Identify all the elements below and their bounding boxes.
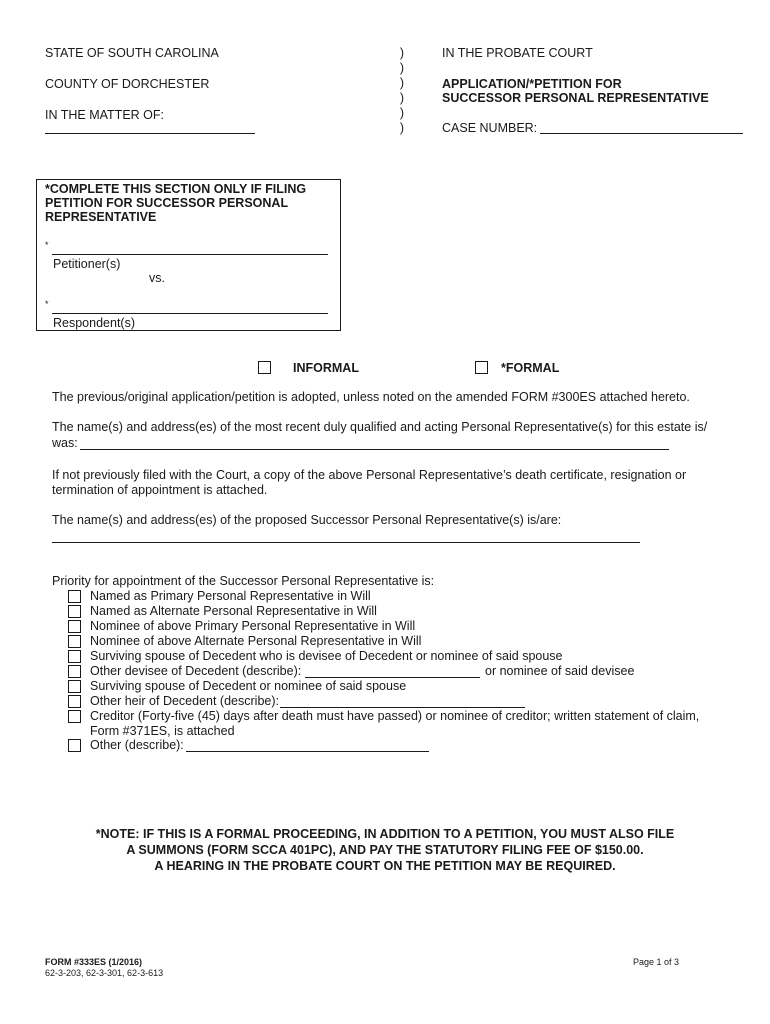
note-line2: A SUMMONS (FORM SCCA 401PC), AND PAY THE STATUTORY FILING FEE OF $150.00.: [126, 843, 644, 857]
case-number-field[interactable]: [540, 133, 743, 134]
priority-option-label: Surviving spouse of Decedent who is devisee of Decedent or nominee of said spouse: [90, 649, 563, 663]
form-title-line1: APPLICATION/*PETITION FOR: [442, 77, 622, 91]
informal-checkbox[interactable]: [258, 361, 271, 374]
petitioners-label: Petitioner(s): [53, 257, 121, 271]
court-label: IN THE PROBATE COURT: [442, 46, 593, 60]
priority-option-label: Nominee of above Alternate Personal Representative in Will: [90, 634, 422, 648]
other-describe-field[interactable]: [186, 751, 429, 752]
form-id: FORM #333ES (1/2016): [45, 957, 143, 967]
priority-checkbox[interactable]: [68, 739, 81, 752]
respondent-asterisk: *: [45, 299, 49, 309]
petitioner-name-field[interactable]: [52, 254, 328, 255]
priority-checkbox[interactable]: [68, 620, 81, 633]
priority-heading: Priority for appointment of the Successor Personal Representative is:: [52, 574, 435, 588]
form-title-line2: SUCCESSOR PERSONAL REPRESENTATIVE: [442, 91, 709, 105]
petitioner-asterisk: *: [45, 240, 49, 250]
priority-checkbox[interactable]: [68, 695, 81, 708]
state-label: STATE OF SOUTH CAROLINA: [45, 46, 219, 60]
priority-option-label: Nominee of above Primary Personal Representative in Will: [90, 619, 416, 633]
paren-divider: ): [399, 106, 405, 120]
statute-references: 62-3-203, 62-3-301, 62-3-613: [45, 968, 164, 978]
priority-checkbox[interactable]: [68, 710, 81, 723]
formal-checkbox[interactable]: [475, 361, 488, 374]
case-number-label: CASE NUMBER:: [442, 121, 538, 135]
creditor-line2-label: Form #371ES, is attached: [90, 724, 235, 738]
petition-heading-line3: REPRESENTATIVE: [45, 210, 157, 224]
priority-option-label: Named as Primary Personal Representative in Will: [90, 589, 371, 603]
current-rep-field[interactable]: [80, 449, 669, 450]
paren-divider: ): [399, 76, 405, 90]
priority-checkbox[interactable]: [68, 650, 81, 663]
paren-divider: ): [399, 61, 405, 75]
proposed-rep-field[interactable]: [52, 542, 640, 543]
matter-label: IN THE MATTER OF:: [45, 108, 164, 122]
proposed-rep-paragraph: The name(s) and address(es) of the proposed Successor Personal Representative(s) is/are:: [52, 513, 562, 527]
priority-checkbox[interactable]: [68, 605, 81, 618]
other-devisee-field[interactable]: [305, 677, 480, 678]
page-number: Page 1 of 3: [633, 957, 680, 967]
note-line3: A HEARING IN THE PROBATE COURT ON THE PETITION MAY BE REQUIRED.: [154, 859, 616, 873]
death-cert-paragraph-line2: termination of appointment is attached.: [52, 483, 268, 497]
priority-option-label: Other devisee of Decedent (describe):: [90, 664, 302, 678]
priority-option-label: Other (describe):: [90, 738, 184, 752]
priority-checkbox[interactable]: [68, 680, 81, 693]
priority-checkbox[interactable]: [68, 635, 81, 648]
priority-option-label: Surviving spouse of Decedent or nominee of said spouse: [90, 679, 407, 693]
current-rep-paragraph-line2: was:: [52, 436, 78, 450]
petition-heading-line1: *COMPLETE THIS SECTION ONLY IF FILING: [45, 182, 307, 196]
informal-label: INFORMAL: [293, 361, 359, 375]
adopted-paragraph: The previous/original application/petition is adopted, unless noted on the amended FORM #300ES attached hereto.: [52, 390, 690, 404]
respondents-label: Respondent(s): [53, 316, 135, 330]
paren-divider: ): [399, 121, 405, 135]
paren-divider: ): [399, 46, 405, 60]
priority-checkbox[interactable]: [68, 590, 81, 603]
county-label: COUNTY OF DORCHESTER: [45, 77, 210, 91]
respondent-name-field[interactable]: [52, 313, 328, 314]
note-line1: *NOTE: IF THIS IS A FORMAL PROCEEDING, IN ADDITION TO A PETITION, YOU MUST ALSO FILE: [95, 827, 675, 841]
petition-heading-line2: PETITION FOR SUCCESSOR PERSONAL: [45, 196, 289, 210]
matter-name-field[interactable]: [45, 133, 255, 134]
paren-divider: ): [399, 91, 405, 105]
vs-label: vs.: [149, 271, 165, 285]
other-heir-field[interactable]: [280, 707, 525, 708]
priority-option-label: Creditor (Forty-five (45) days after death must have passed) or nominee of creditor; written statement of claim,: [90, 709, 700, 723]
current-rep-paragraph-line1: The name(s) and address(es) of the most recent duly qualified and acting Personal Representative(s) for this estate is/: [52, 420, 708, 434]
priority-option-label: Named as Alternate Personal Representative in Will: [90, 604, 377, 618]
death-cert-paragraph-line1: If not previously filed with the Court, a copy of the above Personal Representative’s death certificate, resignation or: [52, 468, 687, 482]
formal-label: *FORMAL: [501, 361, 560, 375]
priority-option-label: Other heir of Decedent (describe):: [90, 694, 279, 708]
devisee-suffix-label: or nominee of said devisee: [485, 664, 635, 678]
priority-checkbox[interactable]: [68, 665, 81, 678]
